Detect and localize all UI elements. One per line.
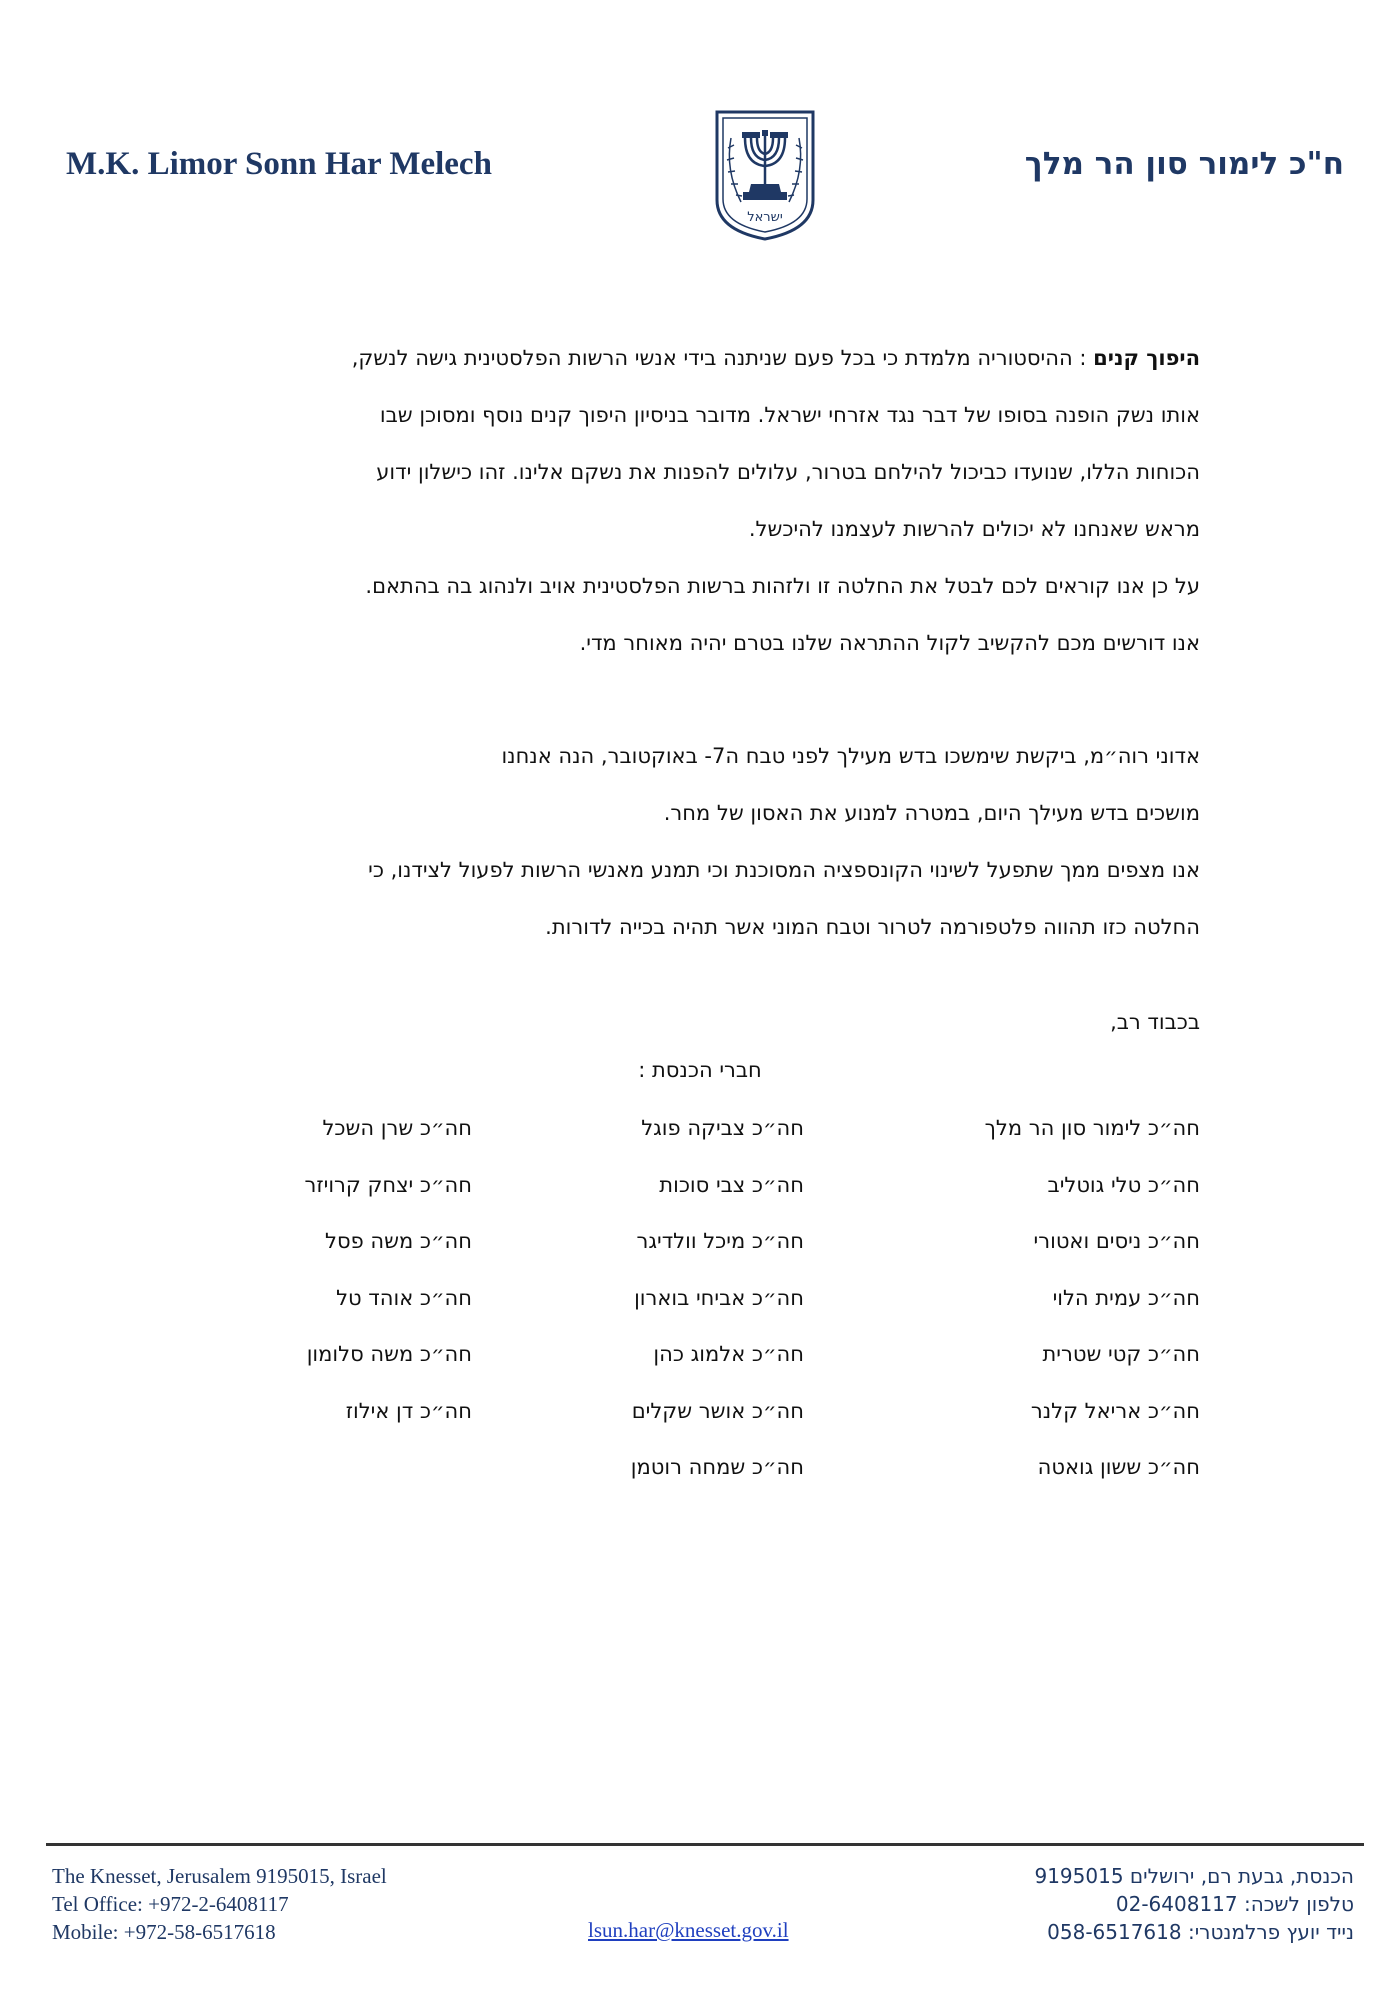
member-name: חה״כ אביחי בוארון (634, 1285, 804, 1310)
header-name-english: M.K. Limor Sonn Har Melech (66, 146, 492, 182)
members-title: חברי הכנסת : (638, 1058, 762, 1082)
member-name: חה״כ משה פסל (325, 1229, 472, 1253)
state-emblem-icon (711, 108, 819, 242)
members-list (200, 1110, 1200, 1506)
subject-separator: : (1072, 346, 1094, 370)
body-line: אותו נשק הופנה בסופו של דבר נגד אזרחי ישראל. מדובר בניסיון היפוך קנים נוסף ומסוכן שבו (379, 403, 1200, 427)
body-text-segment: ההיסטוריה מלמדת כי בכל פעם שניתנה בידי אנשי הרשות הפלסטינית גישה לנשק, (351, 346, 1073, 370)
member-name: חה״כ שרן השכל (322, 1116, 472, 1140)
members-row (200, 1110, 1200, 1167)
member-name: חה״כ יצחק קרויזר (304, 1172, 472, 1197)
body-line: הכוחות הללו, שנועדו כביכול להילחם בטרור, עלולים להפנות את נשקם אלינו. זהו כישלון ידוע (376, 460, 1200, 484)
member-name: חה״כ טלי גוטליב (1047, 1172, 1200, 1197)
member-name: חה״כ אוהד טל (336, 1285, 472, 1310)
paragraph-gap (200, 672, 1200, 728)
emblem-caption: ישראל (747, 210, 783, 225)
members-row (200, 1393, 1200, 1450)
member-name: חה״כ שמחה רוטמן (630, 1455, 804, 1479)
members-row (200, 1449, 1200, 1506)
body-line: אדוני רוה״מ, ביקשת שימשכו בדש מעילך לפני טבח ה7- באוקטובר, הנה אנחנו (501, 744, 1200, 768)
body-line: החלטה כזו תהווה פלטפורמה לטרור וטבח המוני אשר תהיה בכייה לדורות. (545, 915, 1200, 939)
member-name: חה״כ משה סלומון (306, 1342, 472, 1366)
body-line: אנו מצפים ממך שתפעל לשינוי הקונספציה המסוכנת וכי תמנע מאנשי הרשות לפעול לצידנו, כי (368, 858, 1200, 882)
closing-salutation: בכבוד רב, (1110, 1010, 1200, 1034)
footer-phone-line: טלפון לשכה: 02-6408117 (1115, 1892, 1354, 1916)
members-row (200, 1167, 1200, 1224)
footer-divider (46, 1843, 1364, 1846)
member-name: חה״כ לימור סון הר מלך (984, 1116, 1200, 1140)
member-name: חה״כ צבי סוכות (659, 1172, 804, 1197)
footer-mobile-line: Mobile: +972-58-6517618 (52, 1920, 276, 1944)
body-line: אנו דורשים מכם להקשיב לקול ההתראה שלנו בטרם יהיה מאוחר מדי. (579, 631, 1200, 655)
body-line: על כן אנו קוראים לכם לבטל את החלטה זו ולזהות ברשות הפלסטינית אויב ולנהוג בה בהתאם. (365, 574, 1200, 598)
members-row (200, 1280, 1200, 1337)
members-row (200, 1336, 1200, 1393)
body-line: מראש שאנחנו לא יכולים להרשות לעצמנו להיכשל. (748, 517, 1200, 541)
header-name-hebrew: ח"כ לימור סון הר מלך (1024, 146, 1344, 182)
body-line (200, 330, 1200, 387)
footer-address-english (52, 1862, 387, 1946)
member-name: חה״כ דן אילוז (345, 1398, 472, 1423)
subject-lead: היפוך קנים (1093, 346, 1200, 370)
member-name: חה״כ אושר שקלים (631, 1398, 804, 1423)
member-name: חה״כ ששון גואטה (1037, 1455, 1200, 1479)
letter-body (200, 330, 1200, 956)
member-name: חה״כ קטי שטרית (1042, 1342, 1200, 1366)
footer-phone-line: Tel Office: +972-2-6408117 (52, 1892, 289, 1916)
body-line: מושכים בדש מעילך היום, במטרה למנוע את האסון של מחר. (663, 801, 1200, 825)
member-name: חה״כ צביקה פוגל (641, 1116, 804, 1140)
footer-address-hebrew (1034, 1862, 1354, 1946)
member-name: חה״כ ניסים ואטורי (1033, 1229, 1200, 1253)
footer-mobile-line: נייד יועץ פרלמנטרי: 058-6517618 (1047, 1920, 1354, 1944)
email-link[interactable]: lsun.har@knesset.gov.il (588, 1918, 789, 1942)
member-name: חה״כ מיכל וולדיגר (636, 1229, 804, 1253)
member-name: חה״כ אריאל קלנר (1030, 1398, 1200, 1423)
footer-address-line: The Knesset, Jerusalem 9195015, Israel (52, 1864, 387, 1888)
member-name: חה״כ אלמוג כהן (653, 1342, 804, 1366)
footer-address-line: הכנסת, גבעת רם, ירושלים 9195015 (1034, 1864, 1354, 1888)
members-row (200, 1223, 1200, 1280)
member-name: חה״כ עמית הלוי (1052, 1285, 1200, 1310)
